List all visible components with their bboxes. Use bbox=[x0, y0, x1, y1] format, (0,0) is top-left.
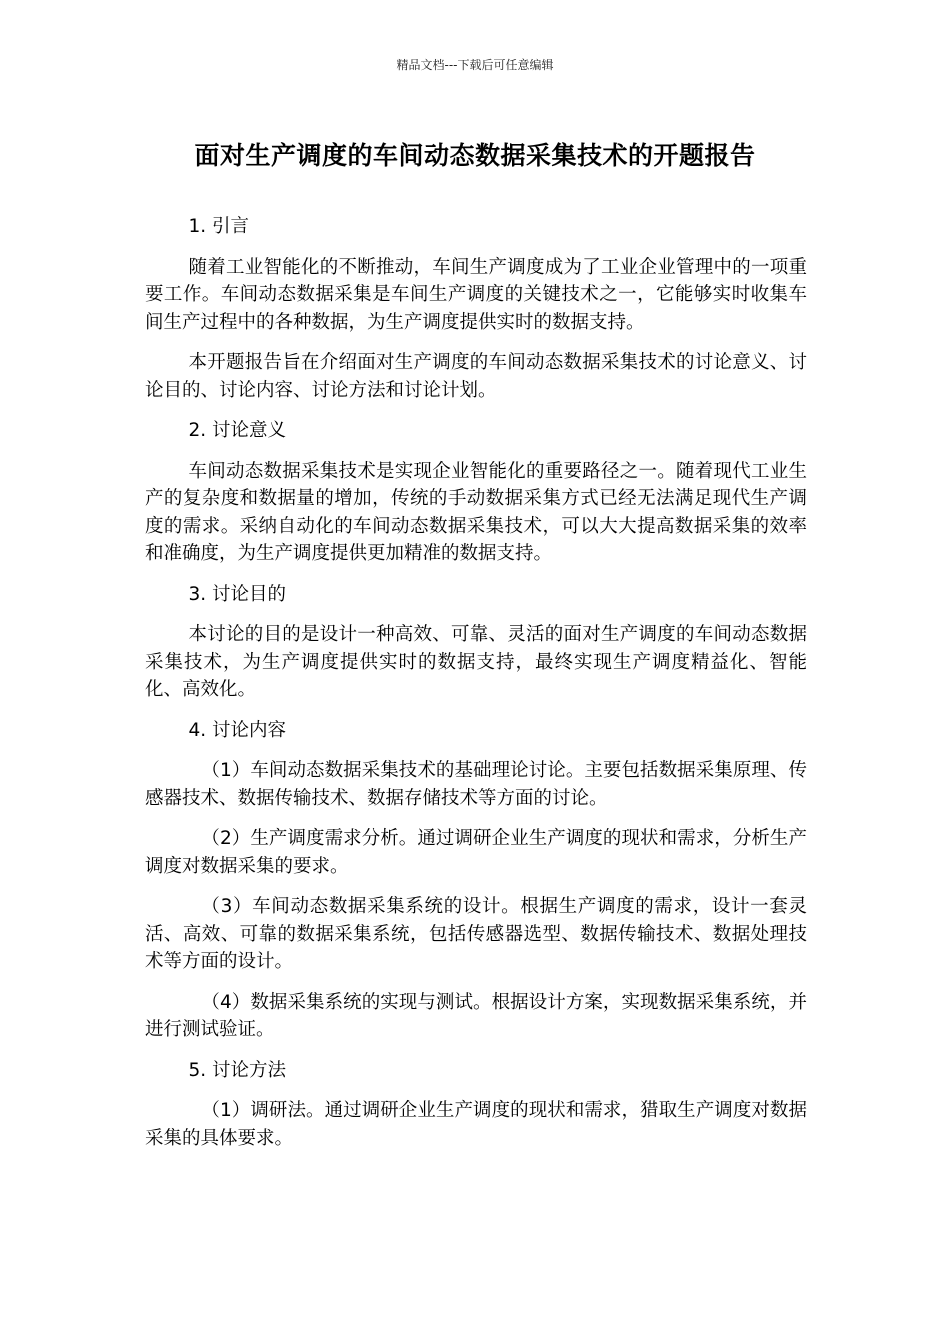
section-heading-objectives: 3. 讨论目的 bbox=[188, 583, 287, 605]
document-body bbox=[145, 213, 807, 1165]
list-item: （1）调研法。通过调研企业生产调度的现状和需求，猎取生产调度对数据采集的具体要求。 bbox=[145, 1100, 807, 1149]
section-heading-methods: 5. 讨论方法 bbox=[188, 1059, 287, 1081]
paragraph: 车间动态数据采集技术是实现企业智能化的重要路径之一。随着现代工业生产的复杂度和数据量的增加，传统的手动数据采集方式已经无法满足现代生产调度的需求。采纳自动化的车间动态数据采集技术，可以大大提高数据采集的效率和准确度，为生产调度提供更加精准的数据支持。 bbox=[145, 460, 807, 564]
list-item: （3）车间动态数据采集系统的设计。根据生产调度的需求，设计一套灵活、高效、可靠的数据采集系统，包括传感器选型、数据传输技术、数据处理技术等方面的设计。 bbox=[145, 896, 807, 972]
paragraph: 本讨论的目的是设计一种高效、可靠、灵活的面对生产调度的车间动态数据采集技术，为生产调度提供实时的数据支持，最终实现生产调度精益化、智能化、高效化。 bbox=[145, 624, 807, 700]
paragraph: 本开题报告旨在介绍面对生产调度的车间动态数据采集技术的讨论意义、讨论目的、讨论内容、讨论方法和讨论计划。 bbox=[145, 352, 807, 401]
list-item: （2）生产调度需求分析。通过调研企业生产调度的现状和需求，分析生产调度对数据采集的要求。 bbox=[145, 828, 807, 877]
list-item: （4）数据采集系统的实现与测试。根据设计方案，实现数据采集系统，并进行测试验证。 bbox=[145, 991, 807, 1040]
section-heading-content: 4. 讨论内容 bbox=[188, 719, 287, 741]
section-heading-significance: 2. 讨论意义 bbox=[188, 420, 287, 441]
page-header-watermark: 精品文档---下载后可任意编辑 bbox=[396, 58, 554, 72]
paragraph: 随着工业智能化的不断推动，车间生产调度成为了工业企业管理中的一项重要工作。车间动态数据采集是车间生产调度的关键技术之一，它能够实时收集车间生产过程中的各种数据，为生产调度提供实时的数据支持。 bbox=[145, 256, 807, 333]
document-title: 面对生产调度的车间动态数据采集技术的开题报告 bbox=[194, 141, 756, 170]
section-heading-introduction: 1. 引言 bbox=[188, 216, 250, 237]
list-item: （1）车间动态数据采集技术的基础理论讨论。主要包括数据采集原理、传感器技术、数据传输技术、数据存储技术等方面的讨论。 bbox=[145, 760, 807, 809]
